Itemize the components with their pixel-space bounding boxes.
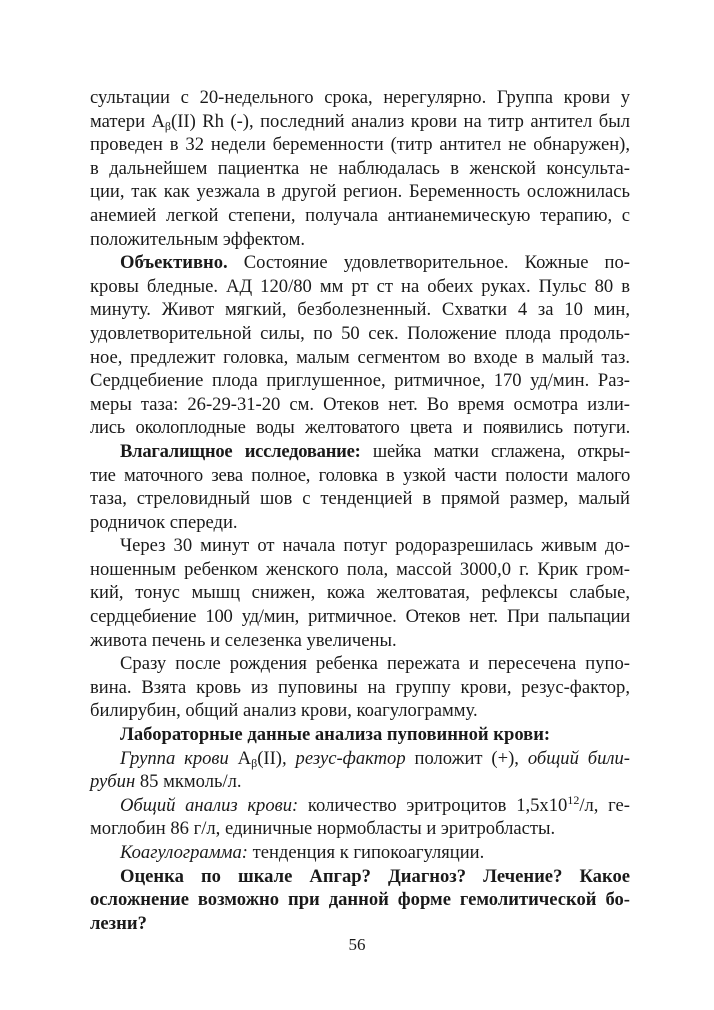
text-line: анемией легкой степени, получала антианемическую терапию, с bbox=[90, 204, 630, 226]
paragraph-objective bbox=[90, 251, 630, 440]
paragraph-cbc bbox=[90, 794, 630, 841]
text-line: ношенным ребенком женского пола, массой 3000,0 г. Крик гром- bbox=[90, 558, 630, 580]
text-line: рубин 85 мкмоль/л. bbox=[90, 771, 242, 793]
text-line: лезни? bbox=[90, 912, 147, 934]
text-line: Группа крови $А_\beta(II)$, резус-фактор положит (+), общий били- bbox=[120, 747, 630, 770]
text-line: родничок спереди. bbox=[90, 511, 238, 533]
lab-heading-text: Лабораторные данные анализа пуповинной крови: bbox=[120, 724, 551, 746]
text-line: живота печень и селезенка увеличены. bbox=[90, 629, 397, 651]
text-line: удовлетворительной силы, по 50 сек. Положение плода продоль- bbox=[90, 322, 630, 344]
text-line: меры таза: 26-29-31-20 см. Отеков нет. Во время осмотра изли- bbox=[90, 393, 630, 415]
subscript-beta: β bbox=[164, 118, 172, 133]
text-line: таза, стреловидный шов с тенденцией в прямой размер, малый bbox=[90, 488, 630, 510]
text-line: билирубин, общий анализ крови, коагулограмму. bbox=[90, 700, 478, 722]
page-body bbox=[90, 86, 630, 935]
text-line: ное, предлежит головка, малым сегментом во входе в малый таз. bbox=[90, 346, 630, 368]
text-line: лись околоплодные воды желтоватого цвета и появились потуги. bbox=[90, 417, 630, 439]
text-line: положительным эффектом. bbox=[90, 228, 306, 250]
text-line: Оценка по шкале Апгар? Диагноз? Лечение? Какое bbox=[120, 865, 630, 887]
text-line: вина. Взята кровь из пуповины на группу крови, резус-фактор, bbox=[90, 676, 630, 698]
text-line: осложнение возможно при данной форме гемолитической бо- bbox=[90, 889, 630, 911]
lab-data-heading bbox=[90, 723, 630, 747]
paragraph-delivery bbox=[90, 534, 630, 652]
vaginal-exam-heading: Влагалищное исследование: bbox=[120, 440, 361, 462]
paragraph-coagulogram bbox=[90, 841, 630, 865]
text-line: Сердцебиение плода приглушенное, ритмичное, 170 уд/мин. Раз- bbox=[90, 370, 630, 392]
text-line: минуту. Живот мягкий, безболезненный. Схватки 4 за 10 мин, bbox=[90, 299, 630, 321]
text-line: Объективно. Состояние удовлетворительное. Кожные по- bbox=[120, 252, 630, 274]
paragraph-cord bbox=[90, 652, 630, 723]
text-line: моглобин 86 г/л, единичные нормобласты и эритробласты. bbox=[90, 818, 556, 840]
objective-heading: Объективно. bbox=[120, 252, 228, 274]
paragraph-questions bbox=[90, 865, 630, 936]
text-line: ции, так как уезжала в другой регион. Беременность осложнилась bbox=[90, 181, 630, 203]
text-line: кровы бледные. АД 120/80 мм рт ст на обеих руках. Пульс 80 в bbox=[90, 275, 630, 297]
text-line: Через 30 минут от начала потуг родоразрешилась живым до- bbox=[120, 535, 630, 557]
subscript-beta: β bbox=[251, 755, 258, 770]
text-line: кий, тонус мышц снижен, кожа желтоватая, рефлексы слабые, bbox=[90, 582, 630, 604]
text-line: Сразу после рождения ребенка пережата и пересечена пупо- bbox=[120, 653, 630, 675]
text-line: сультации с 20-недельного срока, нерегулярно. Группа крови у bbox=[90, 87, 630, 108]
text-line: сердцебиение 100 уд/мин, ритмичное. Отеков нет. При пальпации bbox=[90, 606, 630, 628]
paragraph-vaginal-exam bbox=[90, 440, 630, 534]
page-number: 56 bbox=[348, 935, 366, 954]
text-line: тие маточного зева полное, головка в узкой части полости малого bbox=[90, 464, 630, 486]
text-line: в дальнейшем пациентка не наблюдалась в женской консульта- bbox=[90, 157, 630, 179]
text-line: проведен в 32 недели беременности (титр антител не обнаружен), bbox=[90, 134, 630, 156]
text-line: матери $А_\beta(II)$ Rh (-), последний анализ крови на титр антител был bbox=[90, 110, 630, 133]
text-line: Общий анализ крови: количество эритроцитов $1,5х10^{12}/л$, ге- bbox=[120, 792, 630, 816]
text-line: Коагулограмма: тенденция к гипокоагуляции. bbox=[120, 842, 485, 863]
superscript-12: 12 bbox=[567, 792, 580, 807]
paragraph-history bbox=[90, 86, 630, 251]
paragraph-blood-group bbox=[90, 747, 630, 794]
text-line: Влагалищное исследование: шейка матки сглажена, откры- bbox=[120, 440, 630, 462]
